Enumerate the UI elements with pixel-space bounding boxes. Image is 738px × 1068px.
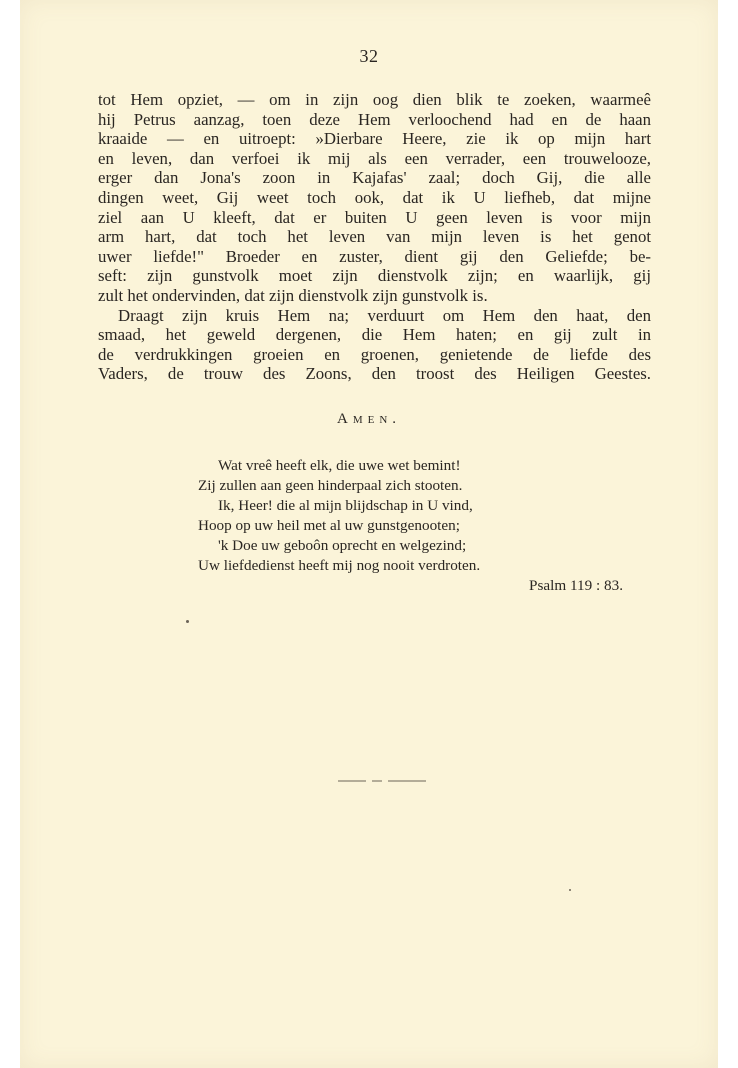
prose-line: en leven, dan verfoei ik mij als een verrader, een trouwelooze, [98, 148, 651, 168]
prose-paragraphs [98, 90, 651, 384]
prose-line: kraaide — en uitroept: »Dierbare Heere, zie ik op mijn hart [98, 129, 651, 149]
verse-line: 'k Doe uw geboôn oprecht en welgezind; [218, 537, 467, 554]
prose-line: hij Petrus aanzag, toen deze Hem verloochend had en de haan [98, 109, 651, 129]
verse-line: Hoop op uw heil met al uw gunstgenooten; [198, 517, 460, 534]
amen-heading: Amen. [336, 411, 402, 427]
prose-line: Vaders, de trouw des Zoons, den troost des Heiligen Geestes. [98, 364, 651, 384]
verse-line: Uw liefdedienst heeft mij nog nooit verdroten. [198, 557, 481, 574]
page-number: 32 [359, 46, 379, 66]
ink-speck [186, 620, 189, 623]
prose-line: erger dan Jona's zoon in Kajafas' zaal; doch Gij, die alle [98, 168, 651, 188]
prose-line: tot Hem opziet, — om in zijn oog dien blik te zoeken, waarmeê [98, 90, 651, 109]
ink-speck [569, 889, 571, 891]
prose-line: zult het ondervinden, dat zijn dienstvolk zijn gunstvolk is. [98, 285, 488, 305]
prose-line: Draagt zijn kruis Hem na; verduurt om Hem den haat, den [118, 305, 651, 325]
prose-line: dingen weet, Gij weet toch ook, dat ik U liefheb, dat mijne [98, 187, 651, 207]
prose-line: arm hart, dat toch het leven van mijn leven is het genot [98, 227, 651, 247]
prose-line: de verdrukkingen groeien en groenen, genietende de liefde des [98, 344, 651, 364]
prose-line: ziel aan U kleeft, dat er buiten U geen leven is voor mijn [98, 207, 651, 227]
end-ornament-rule [338, 777, 426, 785]
verse-line: Wat vreê heeft elk, die uwe wet bemint! [218, 457, 461, 474]
prose-line: seft: zijn gunstvolk moet zijn dienstvolk zijn; en waarlijk, gij [98, 266, 651, 286]
verse-line: Zij zullen aan geen hinderpaal zich stooten. [198, 477, 463, 494]
verse-line: Ik, Heer! die al mijn blijdschap in U vind, [218, 497, 473, 514]
prose-line: uwer liefde!" Broeder en zuster, dient gij den Geliefde; be- [98, 246, 651, 266]
psalm-reference: Psalm 119 : 83. [529, 577, 623, 594]
prose-line: smaad, het geweld dergenen, die Hem haten; en gij zult in [98, 325, 651, 345]
psalm-verse [198, 456, 623, 596]
